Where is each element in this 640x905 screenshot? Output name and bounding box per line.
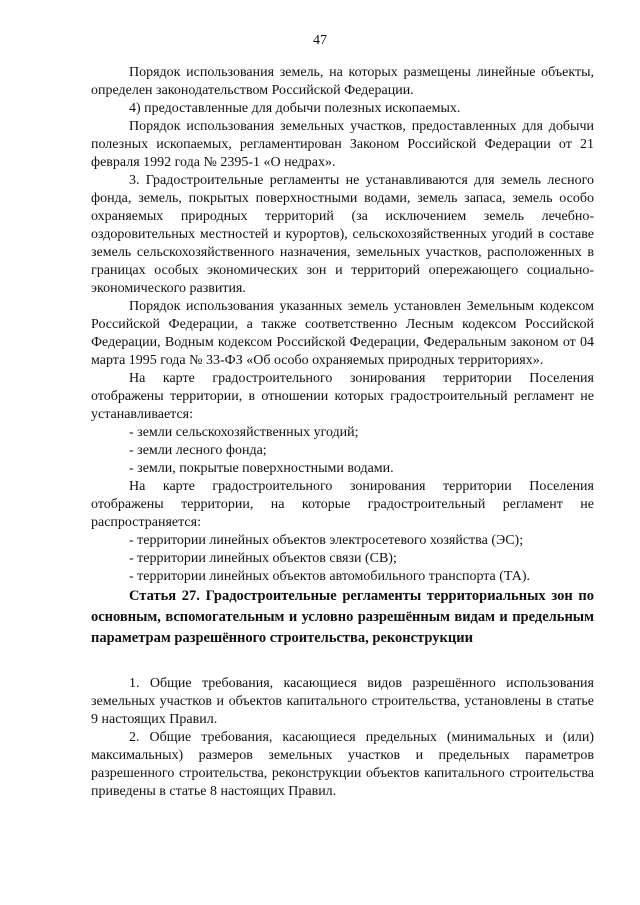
- paragraph-general-requirements-2: 2. Общие требования, касающиеся предельных (минимальных и (или) максимальных) размеров земельных участков и предельных параметров разрешенного строительства, реконструкции объектов капитального строительства приведены в статье 8 настоящих Правил.: [91, 730, 594, 799]
- page-body: [91, 64, 594, 801]
- paragraph-item-4: 4) предоставленные для добычи полезных ископаемых.: [129, 101, 461, 116]
- page-number: 47: [313, 33, 327, 48]
- list-item: - территории линейных объектов электросетевого хозяйства (ЭС);: [129, 533, 524, 548]
- paragraph-item-3: 3. Градостроительные регламенты не устанавливаются для земель лесного фонда, земель, покрытых поверхностными водами, земель запаса, земель особо охраняемых природных территорий (за исключением земель лечебно-оздоровительных местностей и курортов), сельскохозяйственных угодий в составе земель сельскохозяйственного назначения, земельных участков, расположенных в границах особых экономических зон и территорий опережающего социально-экономического развития.: [91, 173, 594, 296]
- list-item: - земли сельскохозяйственных угодий;: [129, 425, 359, 440]
- paragraph-map-not-apply: На карте градостроительного зонирования территории Поселения отображены территории, на которые градостроительный регламент не распространяется:: [91, 479, 594, 530]
- list-item: - территории линейных объектов автомобильного транспорта (ТА).: [129, 569, 531, 584]
- paragraph-general-requirements-1: 1. Общие требования, касающиеся видов разрешённого использования земельных участков и объектов капитального строительства, установлены в статье 9 настоящих Правил.: [91, 676, 594, 727]
- paragraph-usage-order: Порядок использования указанных земель установлен Земельным кодексом Российской Федерации, а также соответственно Лесным кодексом Российской Федерации, Водным кодексом Российской Федерации, Федеральным законом от 04 марта 1995 года № 33-ФЗ «Об особо охраняемых природных территориях».: [91, 299, 594, 368]
- section-spacer: [91, 649, 594, 675]
- list-item: - земли, покрытые поверхностными водами.: [129, 461, 394, 476]
- paragraph-map-not-established: На карте градостроительного зонирования территории Поселения отображены территории, в отношении которых градостроительный регламент не устанавливается:: [91, 371, 594, 422]
- list-item: - территории линейных объектов связи (СВ);: [129, 551, 397, 566]
- list-item: - земли лесного фонда;: [129, 443, 267, 458]
- paragraph-linear-objects: Порядок использования земель, на которых размещены линейные объекты, определен законодательством Российской Федерации.: [91, 65, 594, 98]
- paragraph-subsoil: Порядок использования земельных участков, предоставленных для добычи полезных ископаемых, регламентирован Законом Российской Федерации от 21 февраля 1992 года № 2395-1 «О недрах».: [91, 119, 594, 170]
- article-heading: Статья 27. Градостроительные регламенты территориальных зон по основным, вспомогательным и условно разрешённым видам и предельным параметрам разрешённого строительства, реконструкции: [91, 588, 594, 646]
